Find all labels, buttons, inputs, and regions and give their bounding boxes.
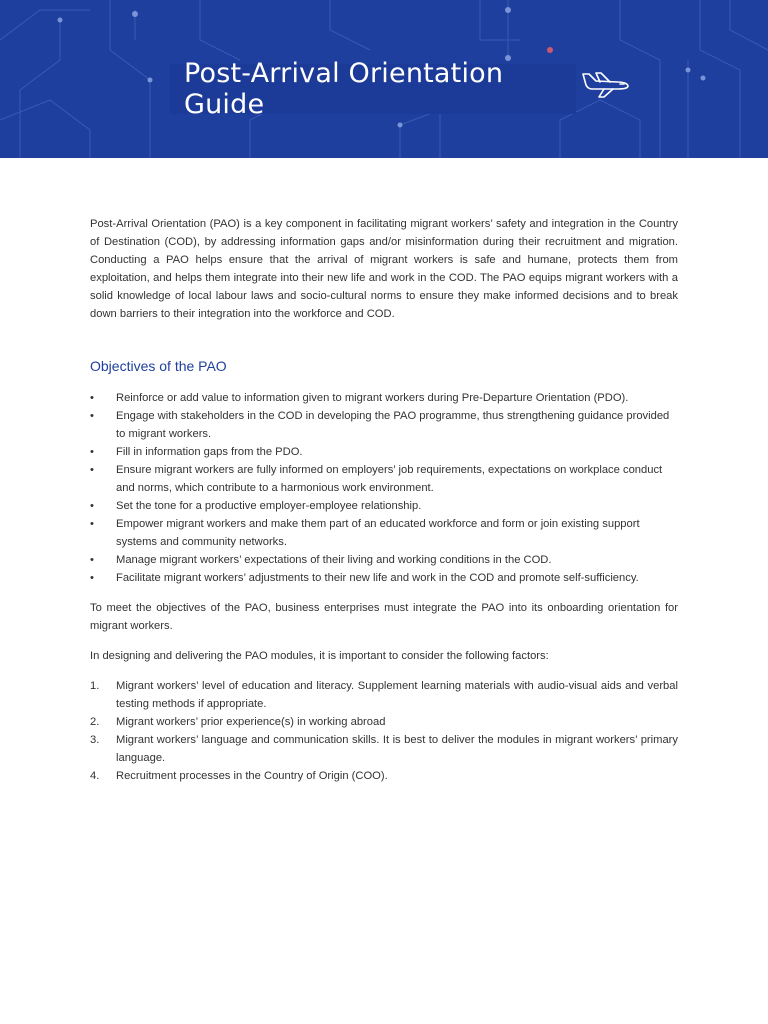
list-item [90,443,678,461]
list-item [90,569,678,587]
airplane-icon [580,70,632,100]
list-item [90,767,678,785]
list-item-text: Migrant workers’ prior experience(s) in working abroad [116,716,386,728]
factors-intro-paragraph: In designing and delivering the PAO modules, it is important to consider the following factors: [90,650,549,662]
list-item [90,407,678,443]
bullet-icon: • [90,554,94,566]
list-number: 1. [90,680,100,692]
list-item [90,731,678,767]
list-item-text: Migrant workers’ level of education and literacy. Supplement learning materials with audio-visual aids and verbal testing methods if appropriate. [116,680,678,710]
list-item [90,497,678,515]
list-item-text: Facilitate migrant workers’ adjustments to their new life and work in the COD and promote self-sufficiency. [116,572,639,584]
objectives-heading: Objectives of the PAO [90,358,227,374]
page-title: Post-Arrival Orientation Guide [184,58,504,120]
list-item-text: Migrant workers’ language and communication skills. It is best to deliver the modules in migrant workers’ primary language. [116,734,678,764]
bullet-icon: • [90,392,94,404]
list-item [90,677,678,713]
list-item [90,389,678,407]
objectives-integration-paragraph: To meet the objectives of the PAO, business enterprises must integrate the PAO into its onboarding orientation for migrant workers. [90,602,678,632]
list-number: 4. [90,770,100,782]
list-item [90,713,678,731]
list-item-text: Recruitment processes in the Country of Origin (COO). [116,770,388,782]
list-item [90,551,678,569]
header-banner [0,0,768,158]
list-number: 3. [90,734,100,746]
intro-paragraph: Post-Arrival Orientation (PAO) is a key component in facilitating migrant workers’ safety and integration in the Country of Destination (COD), by addressing information gaps and/or misinformation during their recruitment and migration. Conducting a PAO helps ensure that the arrival of migrant workers is safe and humane, protects them from exploitation, and helps them integrate into their new life and work in the COD. The PAO equips migrant workers with a solid knowledge of local labour laws and socio-cultural norms to ensure they make informed decisions and to break down barriers to their integration into the workforce and COD. [90,218,678,320]
list-item-text: Ensure migrant workers are fully informed on employers’ job requirements, expectations on workplace conduct and norms, which contribute to a harmonious work environment. [116,464,663,494]
list-item-text: Set the tone for a productive employer-employee relationship. [116,500,422,512]
bullet-icon: • [90,572,94,584]
list-item [90,515,678,551]
bullet-icon: • [90,518,94,530]
list-item [90,461,678,497]
factors-list [90,677,678,785]
bullet-icon: • [90,446,94,458]
bullet-icon: • [90,464,94,476]
list-item-text: Reinforce or add value to information given to migrant workers during Pre-Departure Orientation (PDO). [116,392,629,404]
objectives-list [90,389,678,587]
list-item-text: Engage with stakeholders in the COD in developing the PAO programme, thus strengthening guidance provided to migrant workers. [116,410,670,440]
list-number: 2. [90,716,100,728]
bullet-icon: • [90,410,94,422]
bullet-icon: • [90,500,94,512]
list-item-text: Empower migrant workers and make them part of an educated workforce and form or join existing support systems and community networks. [116,518,640,548]
list-item-text: Fill in information gaps from the PDO. [116,446,303,458]
main-content [90,215,678,785]
title-box [170,58,576,120]
list-item-text: Manage migrant workers’ expectations of their living and working conditions in the COD. [116,554,552,566]
